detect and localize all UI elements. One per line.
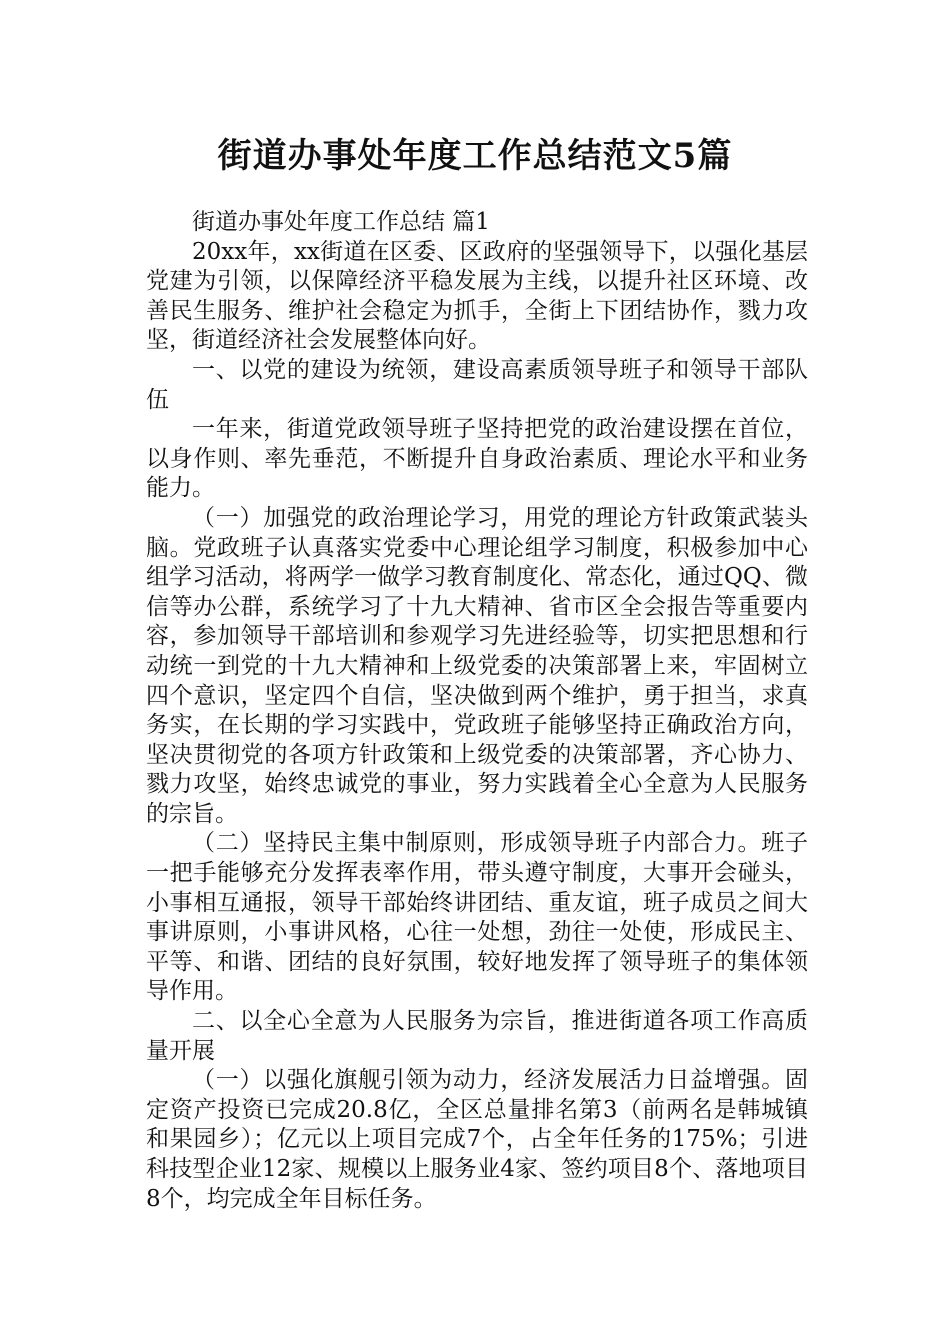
document-title: 街道办事处年度工作总结范文5篇 [217, 136, 733, 176]
heading-part-one: 一、以党的建设为统领，建设高素质领导班子和领导干部队伍 [146, 356, 808, 413]
paragraph: （一）以强化旗舰引领为动力，经济发展活力日益增强。固定资产投资已完成20.8亿，全区总量排名第3（前两名是韩城镇和果园乡）；亿元以上项目完成7个，占全年任务的175%；引进科技型企业12家、规模以上服务业4家、签约项目8个、落地项目8个，均完成全年目标任务。 [146, 1067, 808, 1212]
heading-part-two: 二、以全心全意为人民服务为宗旨，推进街道各项工作高质量开展 [146, 1008, 808, 1064]
section-heading-1: 街道办事处年度工作总结 篇1 [192, 209, 490, 235]
paragraph: （一）加强党的政治理论学习，用党的理论方针政策武装头脑。党政班子认真落实党委中心理论组学习制度，积极参加中心组学习活动，将两学一做学习教育制度化、常态化，通过QQ、微信等办公群，系统学习了十九大精神、省市区全会报告等重要内容，参加领导干部培训和参观学习先进经验等，切实把思想和行动统一到党的十九大精神和上级党委的决策部署上来，牢固树立四个意识，坚定四个自信，坚决做到两个维护，勇于担当，求真务实，在长期的学习实践中，党政班子能够坚持正确政治方向，坚决贯彻党的各项方针政策和上级党委的决策部署，齐心协力、戮力攻坚，始终忠诚党的事业，努力实践着全心全意为人民服务的宗旨。 [146, 504, 808, 827]
document-body [146, 208, 808, 1214]
intro-paragraph: 20xx年，xx街道在区委、区政府的坚强领导下，以强化基层党建为引领，以保障经济平稳发展为主线，以提升社区环境、改善民生服务、维护社会稳定为抓手，全街上下团结协作，戮力攻坚，街道经济社会发展整体向好。 [146, 238, 808, 354]
paragraph: （二）坚持民主集中制原则，形成领导班子内部合力。班子一把手能够充分发挥表率作用，带头遵守制度，大事开会碰头，小事相互通报，领导干部始终讲团结、重友谊，班子成员之间大事讲原则，小事讲风格，心往一处想，劲往一处使，形成民主、平等、和谐、团结的良好氛围，较好地发挥了领导班子的集体领导作用。 [146, 830, 808, 1005]
paragraph: 一年来，街道党政领导班子坚持把党的政治建设摆在首位，以身作则、率先垂范，不断提升自身政治素质、理论水平和业务能力。 [146, 416, 808, 502]
